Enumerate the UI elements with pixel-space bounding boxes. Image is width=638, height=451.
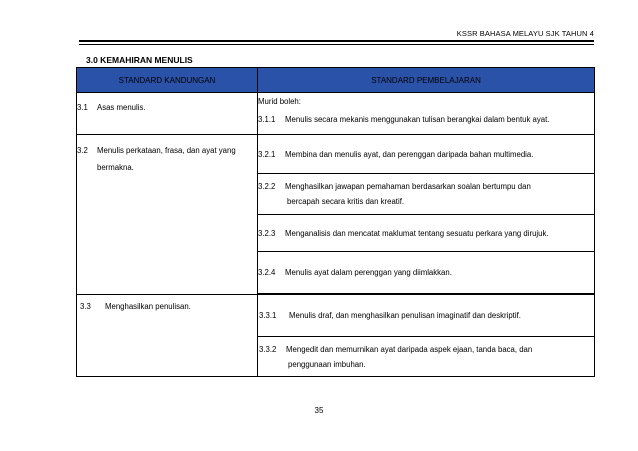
table-row bbox=[77, 135, 595, 174]
item-number: 3.1.1 bbox=[258, 115, 276, 124]
item-text-cont: penggunaan imbuhan. bbox=[288, 359, 366, 369]
page-number: 35 bbox=[314, 406, 324, 415]
item-text: Asas menulis. bbox=[97, 103, 146, 112]
item-text: Mengedit dan memurnikan ayat daripada aspek ejaan, tanda baca, dan bbox=[286, 344, 533, 354]
pembelajaran-3-3-2 bbox=[258, 337, 595, 377]
item-text: Menulis perkataan, frasa, dan ayat yang bbox=[97, 146, 236, 155]
pembelajaran-3-3-1 bbox=[258, 295, 595, 337]
list-item bbox=[258, 112, 594, 127]
table-header-row bbox=[77, 68, 595, 93]
item-number: 3.2.3 bbox=[258, 228, 276, 238]
murid-boleh-label: Murid boleh: bbox=[258, 97, 301, 106]
header-rule bbox=[79, 40, 594, 42]
item-number: 3.2.4 bbox=[258, 268, 276, 277]
item-text: Menghasilkan jawapan pemahaman berdasarkan soalan bertumpu dan bbox=[285, 182, 531, 191]
kandungan-3-1 bbox=[77, 93, 258, 135]
standards-table bbox=[76, 67, 595, 377]
item-number: 3.3.1 bbox=[259, 311, 277, 320]
table-row bbox=[77, 295, 595, 337]
kandungan-3-3 bbox=[77, 295, 258, 377]
header-standard-kandungan: STANDARD KANDUNGAN bbox=[77, 68, 258, 93]
pembelajaran-3-2-2 bbox=[258, 174, 595, 215]
item-number: 3.1 bbox=[77, 103, 88, 112]
item-number: 3.2.1 bbox=[258, 149, 276, 159]
pembelajaran-3-2-1 bbox=[258, 135, 595, 174]
item-text: Menghasilkan penulisan. bbox=[105, 302, 191, 311]
header-standard-pembelajaran: STANDARD PEMBELAJARAN bbox=[258, 68, 595, 93]
pembelajaran-3-1 bbox=[258, 93, 595, 135]
pembelajaran-3-2-4 bbox=[258, 252, 595, 294]
item-text: Menulis ayat dalam perenggan yang diimlakkan. bbox=[285, 268, 452, 277]
item-text: Menulis secara mekanis menggunakan tulisan berangkai dalam bentuk ayat. bbox=[285, 115, 550, 124]
kandungan-3-2 bbox=[77, 135, 258, 295]
item-text: Membina dan menulis ayat, dan perenggan daripada bahan multimedia. bbox=[285, 149, 534, 159]
item-text-cont: bercapah secara kritis dan kreatif. bbox=[287, 197, 405, 206]
table-row bbox=[77, 93, 595, 135]
pembelajaran-3-2-3 bbox=[258, 215, 595, 252]
item-number: 3.2 bbox=[77, 146, 88, 155]
item-number: 3.2.2 bbox=[258, 182, 276, 191]
item-text: Menganalisis dan mencatat maklumat tentang sesuatu perkara yang dirujuk. bbox=[285, 228, 549, 238]
section-title: 3.0 KEMAHIRAN MENULIS bbox=[86, 55, 193, 65]
document-header: KSSR BAHASA MELAYU SJK TAHUN 4 bbox=[456, 29, 594, 38]
item-text-cont: bermakna. bbox=[97, 163, 134, 172]
item-number: 3.3.2 bbox=[259, 344, 277, 354]
header-rule-thin bbox=[79, 44, 594, 45]
item-number: 3.3 bbox=[80, 302, 91, 311]
item-text: Menulis draf, dan menghasilkan penulisan imaginatif dan deskriptif. bbox=[289, 311, 521, 320]
